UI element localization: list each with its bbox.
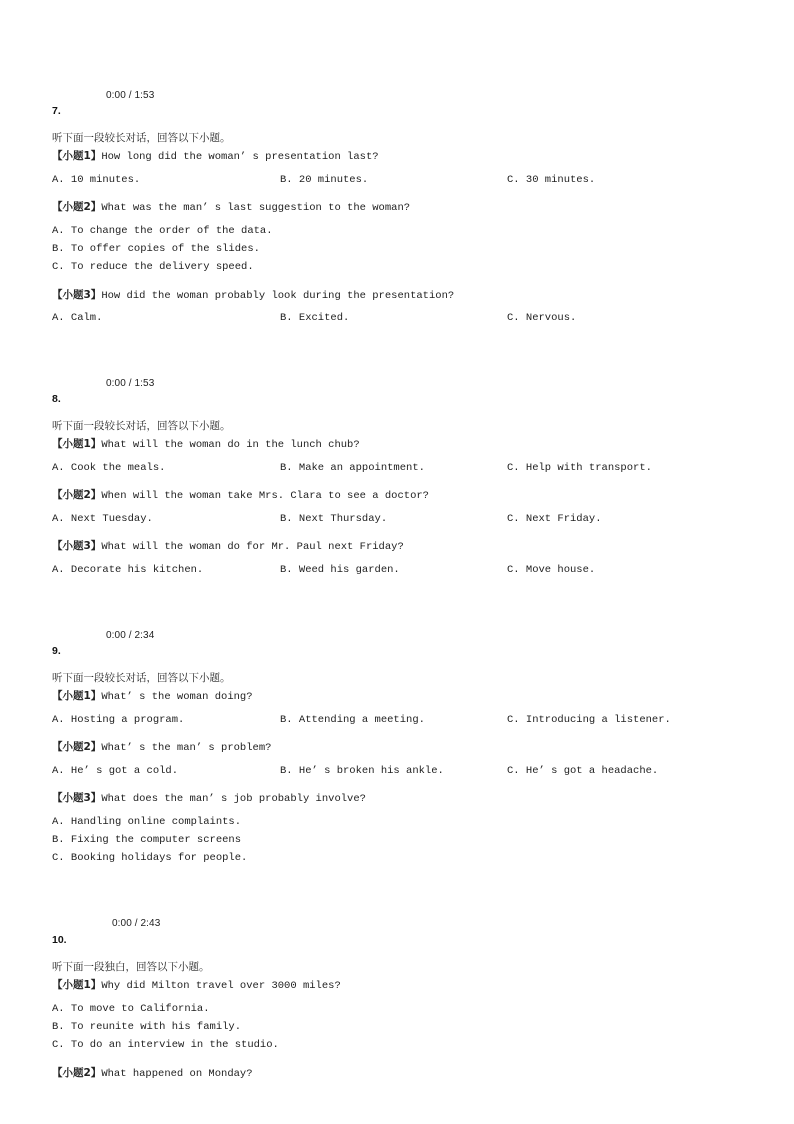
option-b[interactable]: B. Next Thursday. [280, 513, 388, 525]
option-a[interactable]: A. To move to California. [52, 1003, 210, 1015]
option-c[interactable]: C. Help with transport. [507, 462, 652, 474]
sub-question-text: What does the man’ s job probably involve? [101, 793, 366, 805]
sub-question-text: What happened on Monday? [101, 1068, 253, 1080]
sub-question-1 [52, 148, 379, 163]
section-instruction: 听下面一段独白，回答以下小题。 [52, 961, 210, 973]
sub-question-3 [52, 790, 366, 805]
question-number: 7. [52, 105, 61, 117]
option-c[interactable]: C. To reduce the delivery speed. [52, 261, 254, 273]
sub-question-label: 【小题3】 [52, 289, 102, 301]
option-c[interactable]: C. Booking holidays for people. [52, 852, 248, 864]
sub-question-label: 【小题1】 [52, 690, 102, 702]
option-b[interactable]: B. Weed his garden. [280, 564, 400, 576]
sub-question-1 [52, 977, 341, 992]
sub-question-label: 【小题1】 [52, 150, 102, 162]
option-b[interactable]: B. Fixing the computer screens [52, 834, 242, 846]
sub-question-3 [52, 538, 404, 553]
option-a[interactable]: A. 10 minutes. [52, 174, 141, 186]
section-instruction: 听下面一段较长对话，回答以下小题。 [52, 132, 231, 144]
sub-question-label: 【小题3】 [52, 792, 102, 804]
audio-player-time[interactable]: 0:00 / 1:53 [106, 378, 155, 389]
question-number: 8. [52, 393, 61, 405]
option-b[interactable]: B. To reunite with his family. [52, 1021, 242, 1033]
option-a[interactable]: A. Handling online complaints. [52, 816, 242, 828]
option-b[interactable]: B. To offer copies of the slides. [52, 243, 260, 255]
option-a[interactable]: A. Hosting a program. [52, 714, 185, 726]
option-a[interactable]: A. Decorate his kitchen. [52, 564, 204, 576]
sub-question-text: What was the man’ s last suggestion to the woman? [101, 202, 411, 214]
sub-question-label: 【小题3】 [52, 540, 102, 552]
sub-question-text: How long did the woman’ s presentation last? [101, 151, 379, 163]
question-number: 9. [52, 645, 61, 657]
option-b[interactable]: B. Excited. [280, 312, 350, 324]
sub-question-label: 【小题1】 [52, 438, 102, 450]
option-b[interactable]: B. Attending a meeting. [280, 714, 425, 726]
option-a[interactable]: A. To change the order of the data. [52, 225, 273, 237]
sub-question-text: When will the woman take Mrs. Clara to see a doctor? [101, 490, 429, 502]
sub-question-label: 【小题2】 [52, 489, 102, 501]
option-a[interactable]: A. Calm. [52, 312, 103, 324]
audio-player-time[interactable]: 0:00 / 2:34 [106, 630, 155, 641]
audio-player-time[interactable]: 0:00 / 2:43 [112, 918, 161, 929]
section-instruction: 听下面一段较长对话，回答以下小题。 [52, 672, 231, 684]
sub-question-2 [52, 739, 271, 754]
option-c[interactable]: C. Next Friday. [507, 513, 602, 525]
option-b[interactable]: B. Make an appointment. [280, 462, 425, 474]
sub-question-text: What’ s the woman doing? [101, 691, 253, 703]
sub-question-label: 【小题2】 [52, 201, 102, 213]
option-b[interactable]: B. He’ s broken his ankle. [280, 765, 444, 777]
option-a[interactable]: A. He’ s got a cold. [52, 765, 179, 777]
sub-question-text: How did the woman probably look during the presentation? [101, 290, 455, 302]
option-a[interactable]: A. Cook the meals. [52, 462, 166, 474]
sub-question-label: 【小题1】 [52, 979, 102, 991]
option-c[interactable]: C. To do an interview in the studio. [52, 1039, 279, 1051]
option-c[interactable]: C. Move house. [507, 564, 596, 576]
audio-player-time[interactable]: 0:00 / 1:53 [106, 90, 155, 101]
option-c[interactable]: C. Introducing a listener. [507, 714, 671, 726]
section-instruction: 听下面一段较长对话，回答以下小题。 [52, 420, 231, 432]
sub-question-2 [52, 199, 410, 214]
sub-question-text: What will the woman do in the lunch chub? [101, 439, 360, 451]
option-c[interactable]: C. Nervous. [507, 312, 577, 324]
sub-question-text: Why did Milton travel over 3000 miles? [101, 980, 341, 992]
option-a[interactable]: A. Next Tuesday. [52, 513, 153, 525]
option-b[interactable]: B. 20 minutes. [280, 174, 369, 186]
sub-question-text: What’ s the man’ s problem? [101, 742, 272, 754]
sub-question-label: 【小题2】 [52, 741, 102, 753]
sub-question-label: 【小题2】 [52, 1067, 102, 1079]
sub-question-1 [52, 436, 360, 451]
option-c[interactable]: C. He’ s got a headache. [507, 765, 659, 777]
sub-question-1 [52, 688, 253, 703]
sub-question-3 [52, 287, 454, 302]
sub-question-2 [52, 487, 429, 502]
sub-question-text: What will the woman do for Mr. Paul next Friday? [101, 541, 404, 553]
question-number: 10. [52, 934, 67, 946]
option-c[interactable]: C. 30 minutes. [507, 174, 596, 186]
sub-question-2 [52, 1065, 253, 1080]
